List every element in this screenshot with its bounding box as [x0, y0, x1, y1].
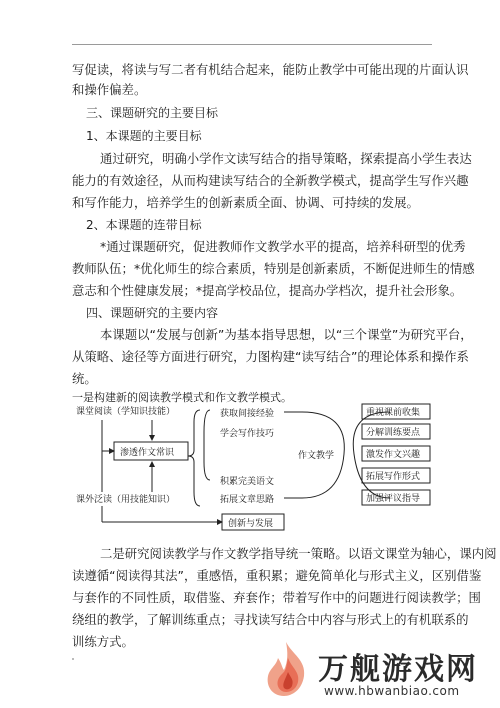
paragraph-line: 训练方式。: [72, 634, 134, 649]
page-mark: [72, 658, 74, 660]
header-rule: [72, 44, 432, 45]
section-heading: 四、课题研究的主要内容: [86, 306, 219, 320]
paragraph-line: 教师队伍；*优化师生的综合素质，特别是创新素质，不断促进师生的情感: [72, 261, 475, 276]
paragraph-line: 意志和个性健康发展；*提高学校品位，提高办学档次，提升社会形象。: [72, 283, 463, 298]
diagram-middle-item: 学会写作技巧: [220, 429, 275, 439]
diagram-bottom-box-label: 创新与发展: [228, 519, 274, 529]
diagram-right-box-label: 激发作文兴趣: [366, 450, 421, 460]
flame-logo-icon: [258, 640, 314, 698]
diagram-center: 作文教学: [298, 451, 335, 461]
paragraph-line: 能力的有效途径，从而构建读写结合的全新教学模式，提高学生写作兴趣: [72, 173, 469, 188]
diagram-left-bottom: 课外泛读（用技能知识）: [76, 495, 176, 505]
diagram-bracket: [188, 410, 200, 506]
teaching-model-diagram: [72, 402, 432, 540]
diagram-middle-item: 积累完美语文: [220, 477, 275, 487]
subsection-heading: 1、本课题的主要目标: [86, 129, 202, 143]
site-watermark[interactable]: [250, 640, 490, 702]
diagram-right-box-label: 分解训练要点: [366, 428, 421, 438]
diagram-title: 一是构建新的阅读教学模式和作文教学模式。: [72, 391, 292, 404]
diagram-left-box-label: 渗透作文常识: [120, 448, 175, 458]
diagram-right-box-label: 加强评议指导: [366, 494, 421, 504]
paragraph-line: 二是研究阅读教学与作文教学指导统一策略。以语文课堂为轴心，课内阅: [100, 546, 497, 561]
section-heading: 三、课题研究的主要目标: [86, 106, 219, 120]
diagram-right-box-label: 重视课前收集: [366, 408, 421, 418]
subsection-heading: 2、本课题的连带目标: [86, 218, 202, 232]
paragraph-line: 统。: [72, 371, 97, 386]
paragraph-line: 和写作能力，培养学生的创新素质全面、协调、可持续的发展。: [72, 195, 419, 210]
diagram-middle-item: 获取间接经验: [220, 409, 275, 419]
diagram-left-top: 课堂阅读（学知识技能）: [76, 407, 176, 417]
watermark-url: www.hbwanbiao.com: [324, 684, 460, 698]
diagram-middle-item: 拓展文章思路: [220, 495, 275, 505]
paragraph-line: 和操作偏差。: [72, 82, 147, 97]
diagram-right-box-label: 拓展写作形式: [366, 472, 421, 482]
diagram-bracket: [204, 410, 210, 480]
paragraph-line: 从策略、途径等方面进行研究，力图构建“读写结合”的理论体系和操作系: [72, 349, 469, 364]
paragraph-line: 绕组的教学，了解训练重点；寻找读写结合中内容与形式上的有机联系的: [72, 612, 469, 627]
watermark-title: 万舰游戏网: [318, 652, 478, 687]
paragraph-line: *通过课题研究，促进教师作文教学水平的提高，培养科研型的优秀: [100, 239, 466, 254]
paragraph-line: 通过研究，明确小学作文读写结合的指导策略，探索提高小学生表达: [100, 151, 472, 166]
paragraph-line: 本课题以“发展与创新”为基本指导思想，以“三个课堂”为研究平台，: [100, 327, 473, 342]
paragraph-line: 与套作的不同性质，取借鉴、弃套作；带着写作中的问题进行阅读教学；围: [72, 590, 481, 605]
paragraph-line: 读遵循“阅读得其法”，重感悟，重积累；避免简单化与形式主义，区别借鉴: [72, 568, 482, 583]
paragraph-line: 写促读，将读与写二者有机结合起来，能防止教学中可能出现的片面认识: [72, 62, 469, 77]
